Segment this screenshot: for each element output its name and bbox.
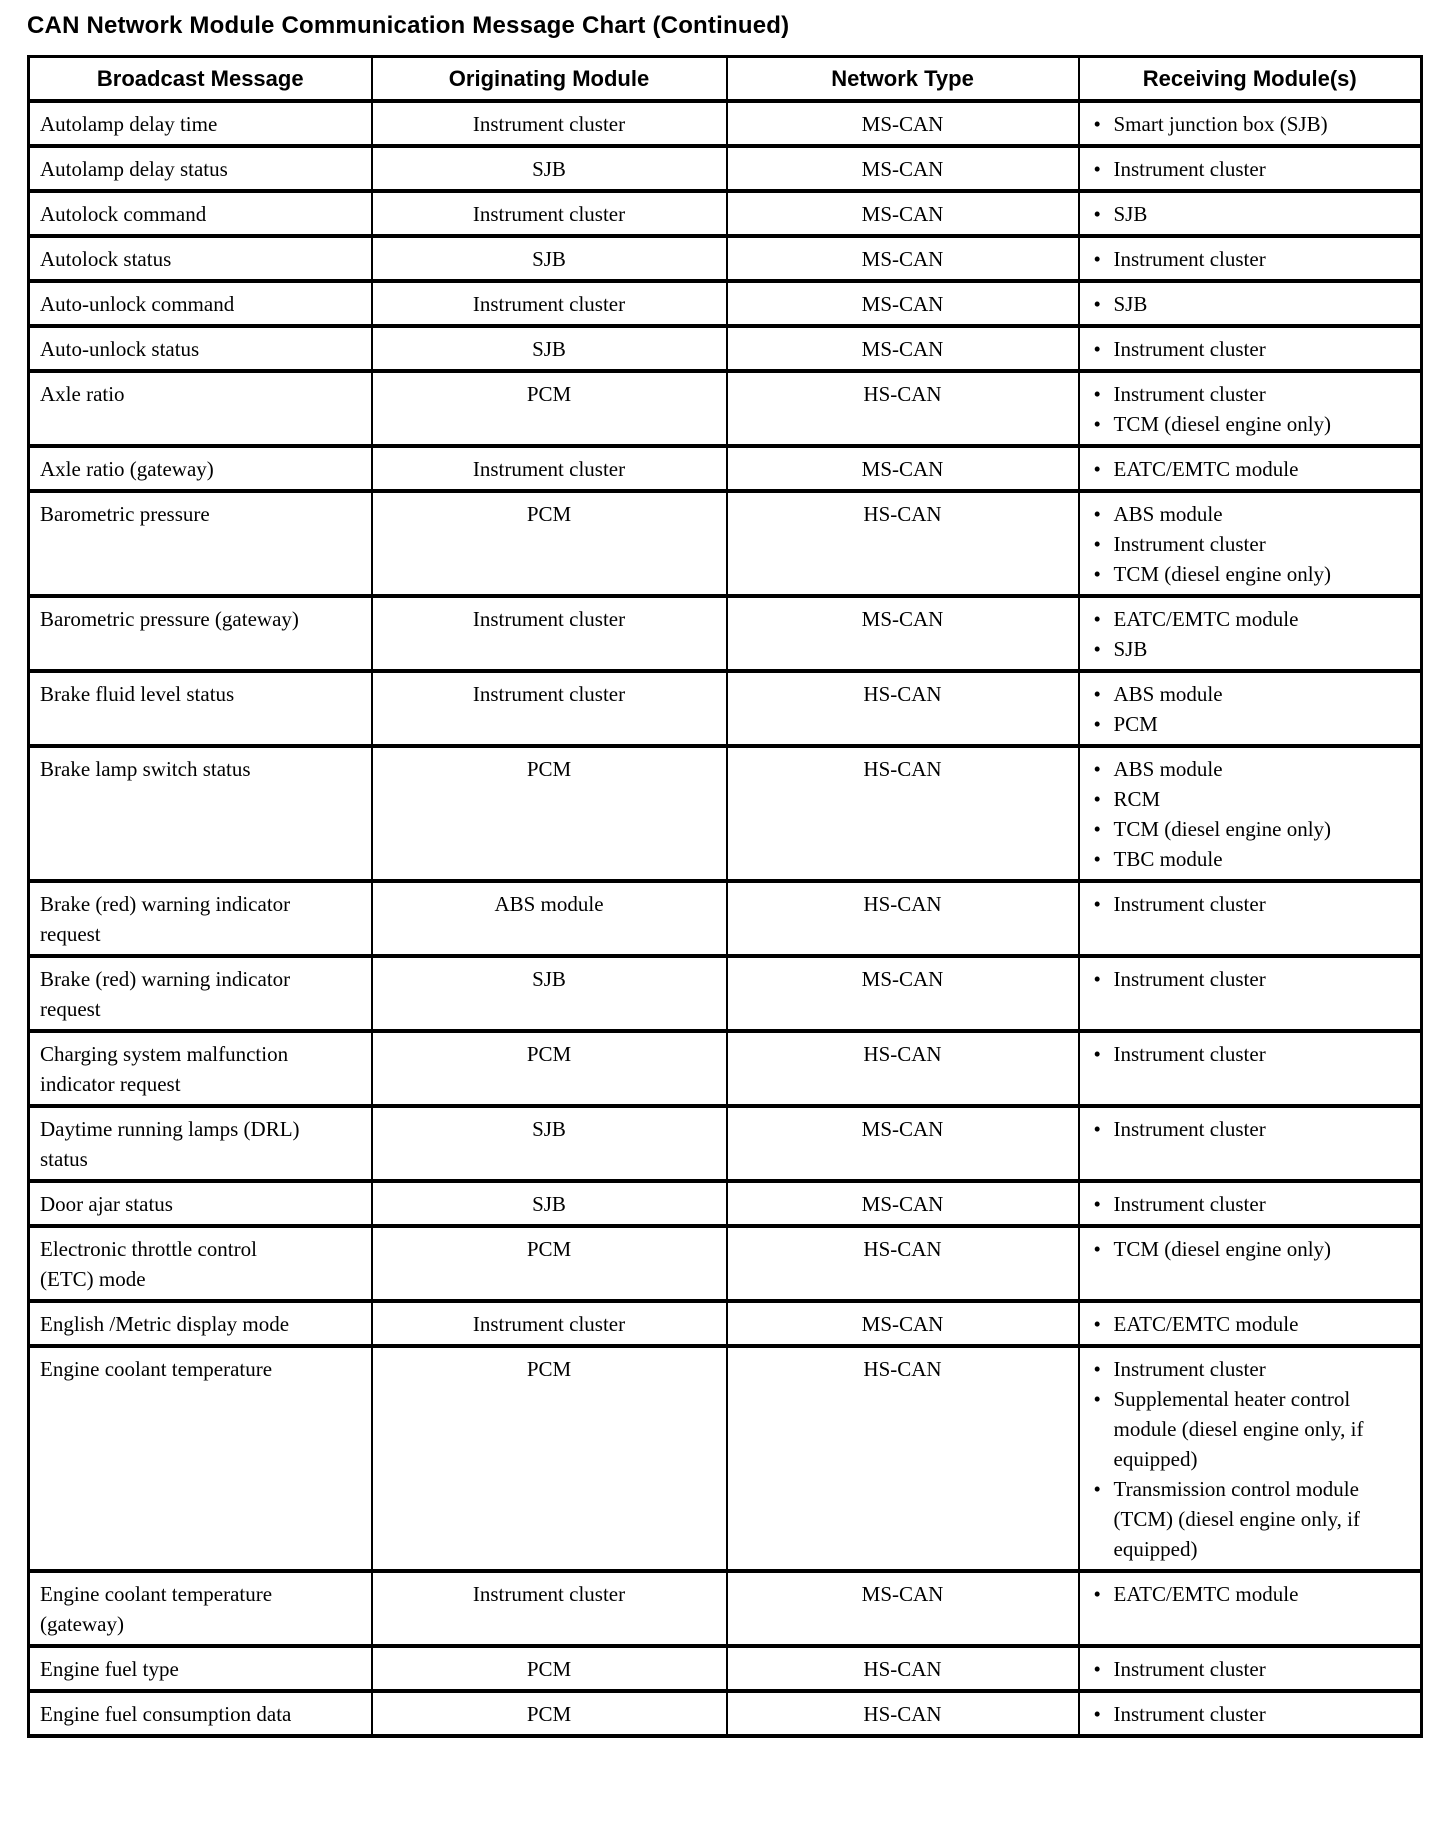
broadcast-message-text: Brake (red) warning indicator request	[40, 967, 291, 1021]
cell-receiving-modules	[1079, 101, 1422, 146]
receiving-module-item: • Instrument cluster	[1092, 1039, 1374, 1069]
cell-network-type: MS-CAN	[727, 1181, 1079, 1226]
receiving-module-item: • Instrument cluster	[1092, 244, 1374, 274]
table-row	[29, 1181, 1422, 1226]
receiving-modules-list	[1092, 679, 1415, 739]
cell-broadcast-message	[29, 281, 372, 326]
receiving-module-item: • RCM	[1092, 784, 1374, 814]
receiving-module-item: • Instrument cluster	[1092, 964, 1374, 994]
table-row	[29, 671, 1422, 746]
cell-originating-module: ABS module	[372, 881, 727, 956]
cell-broadcast-message	[29, 236, 372, 281]
cell-network-type: HS-CAN	[727, 746, 1079, 881]
cell-receiving-modules	[1079, 191, 1422, 236]
broadcast-message-text: Engine fuel type	[40, 1657, 179, 1681]
receiving-modules-list	[1092, 199, 1415, 229]
table-row	[29, 1346, 1422, 1571]
table-row	[29, 101, 1422, 146]
broadcast-message-text: Auto-unlock status	[40, 337, 200, 361]
receiving-modules-list	[1092, 244, 1415, 274]
cell-originating-module: Instrument cluster	[372, 281, 727, 326]
cell-broadcast-message	[29, 326, 372, 371]
cell-broadcast-message	[29, 1691, 372, 1736]
receiving-module-item: • PCM	[1092, 709, 1374, 739]
table-row	[29, 371, 1422, 446]
receiving-module-item: • Instrument cluster	[1092, 1654, 1374, 1684]
cell-originating-module: Instrument cluster	[372, 446, 727, 491]
broadcast-message-text: Engine coolant temperature (gateway)	[40, 1582, 273, 1636]
cell-receiving-modules	[1079, 446, 1422, 491]
cell-broadcast-message	[29, 491, 372, 596]
table-row	[29, 1226, 1422, 1301]
cell-broadcast-message	[29, 101, 372, 146]
cell-network-type: MS-CAN	[727, 446, 1079, 491]
cell-network-type: MS-CAN	[727, 956, 1079, 1031]
cell-broadcast-message	[29, 881, 372, 956]
broadcast-message-text: Auto-unlock command	[40, 292, 235, 316]
cell-receiving-modules	[1079, 281, 1422, 326]
table-row	[29, 446, 1422, 491]
cell-network-type: HS-CAN	[727, 1031, 1079, 1106]
cell-receiving-modules	[1079, 1106, 1422, 1181]
cell-receiving-modules	[1079, 1691, 1422, 1736]
table-row	[29, 326, 1422, 371]
cell-broadcast-message	[29, 1226, 372, 1301]
receiving-modules-list	[1092, 334, 1415, 364]
receiving-module-item: • ABS module	[1092, 754, 1374, 784]
receiving-module-item: • SJB	[1092, 199, 1374, 229]
receiving-modules-list	[1092, 964, 1415, 994]
cell-broadcast-message	[29, 1181, 372, 1226]
cell-originating-module: Instrument cluster	[372, 596, 727, 671]
cell-broadcast-message	[29, 1646, 372, 1691]
cell-broadcast-message	[29, 956, 372, 1031]
table-row	[29, 1031, 1422, 1106]
receiving-modules-list	[1092, 1699, 1415, 1729]
broadcast-message-text: Autolamp delay status	[40, 157, 228, 181]
cell-network-type: HS-CAN	[727, 1646, 1079, 1691]
receiving-modules-list	[1092, 379, 1415, 439]
cell-network-type: HS-CAN	[727, 881, 1079, 956]
receiving-modules-list	[1092, 454, 1415, 484]
table-row	[29, 191, 1422, 236]
cell-network-type: MS-CAN	[727, 101, 1079, 146]
broadcast-message-text: Autolamp delay time	[40, 112, 218, 136]
page-title: CAN Network Module Communication Message Chart (Continued)	[27, 12, 790, 39]
table-row	[29, 596, 1422, 671]
cell-network-type: HS-CAN	[727, 371, 1079, 446]
table-row	[29, 1106, 1422, 1181]
column-header-originating-module: Originating Module	[372, 57, 727, 102]
cell-receiving-modules	[1079, 596, 1422, 671]
broadcast-message-text: Barometric pressure	[40, 502, 210, 526]
receiving-module-item: • EATC/EMTC module	[1092, 1579, 1374, 1609]
broadcast-message-text: English /Metric display mode	[40, 1312, 290, 1336]
receiving-module-item: • Supplemental heater control module (diesel engine only, if equipped)	[1092, 1384, 1374, 1474]
receiving-module-item: • SJB	[1092, 289, 1374, 319]
broadcast-message-text: Door ajar status	[40, 1192, 173, 1216]
receiving-modules-list	[1092, 604, 1415, 664]
header-row	[29, 57, 1422, 102]
cell-originating-module: PCM	[372, 1031, 727, 1106]
broadcast-message-text: Charging system malfunction indicator request	[40, 1042, 289, 1096]
receiving-module-item: • Instrument cluster	[1092, 1114, 1374, 1144]
cell-receiving-modules	[1079, 236, 1422, 281]
cell-originating-module: Instrument cluster	[372, 1571, 727, 1646]
cell-originating-module: PCM	[372, 491, 727, 596]
cell-receiving-modules	[1079, 1346, 1422, 1571]
receiving-module-item: • Instrument cluster	[1092, 1699, 1374, 1729]
receiving-module-item: • EATC/EMTC module	[1092, 1309, 1374, 1339]
can-message-table	[27, 55, 1423, 1738]
receiving-module-item: • TCM (diesel engine only)	[1092, 409, 1374, 439]
table-row	[29, 1691, 1422, 1736]
cell-receiving-modules	[1079, 1646, 1422, 1691]
receiving-module-item: • Instrument cluster	[1092, 154, 1374, 184]
table-row	[29, 281, 1422, 326]
cell-network-type: MS-CAN	[727, 281, 1079, 326]
cell-broadcast-message	[29, 1301, 372, 1346]
receiving-modules-list	[1092, 1654, 1415, 1684]
table-row	[29, 956, 1422, 1031]
receiving-module-item: • Instrument cluster	[1092, 1189, 1374, 1219]
receiving-module-item: • Instrument cluster	[1092, 889, 1374, 919]
receiving-modules-list	[1092, 289, 1415, 319]
cell-broadcast-message	[29, 146, 372, 191]
receiving-module-item: • SJB	[1092, 634, 1374, 664]
cell-broadcast-message	[29, 1571, 372, 1646]
cell-network-type: MS-CAN	[727, 1106, 1079, 1181]
cell-broadcast-message	[29, 1031, 372, 1106]
cell-receiving-modules	[1079, 1301, 1422, 1346]
cell-network-type: HS-CAN	[727, 1691, 1079, 1736]
receiving-modules-list	[1092, 499, 1415, 589]
cell-originating-module: PCM	[372, 746, 727, 881]
cell-originating-module: PCM	[372, 371, 727, 446]
broadcast-message-text: Axle ratio (gateway)	[40, 457, 214, 481]
cell-receiving-modules	[1079, 881, 1422, 956]
table-row	[29, 1571, 1422, 1646]
table-row	[29, 1301, 1422, 1346]
cell-originating-module: PCM	[372, 1691, 727, 1736]
cell-network-type: MS-CAN	[727, 191, 1079, 236]
receiving-modules-list	[1092, 109, 1415, 139]
receiving-module-item: • ABS module	[1092, 499, 1374, 529]
cell-broadcast-message	[29, 671, 372, 746]
cell-receiving-modules	[1079, 491, 1422, 596]
receiving-module-item: • Instrument cluster	[1092, 334, 1374, 364]
receiving-modules-list	[1092, 1189, 1415, 1219]
cell-originating-module: Instrument cluster	[372, 191, 727, 236]
cell-broadcast-message	[29, 371, 372, 446]
broadcast-message-text: Engine coolant temperature	[40, 1357, 273, 1381]
table-row	[29, 236, 1422, 281]
receiving-module-item: • TBC module	[1092, 844, 1374, 874]
receiving-module-item: • TCM (diesel engine only)	[1092, 1234, 1374, 1264]
cell-network-type: MS-CAN	[727, 596, 1079, 671]
cell-originating-module: Instrument cluster	[372, 101, 727, 146]
cell-receiving-modules	[1079, 956, 1422, 1031]
cell-originating-module: Instrument cluster	[372, 671, 727, 746]
cell-network-type: MS-CAN	[727, 1301, 1079, 1346]
broadcast-message-text: Brake lamp switch status	[40, 757, 251, 781]
cell-network-type: MS-CAN	[727, 146, 1079, 191]
cell-originating-module: SJB	[372, 956, 727, 1031]
receiving-modules-list	[1092, 1039, 1415, 1069]
cell-broadcast-message	[29, 746, 372, 881]
cell-originating-module: Instrument cluster	[372, 1301, 727, 1346]
cell-network-type: HS-CAN	[727, 1346, 1079, 1571]
column-header-network-type: Network Type	[727, 57, 1079, 102]
cell-receiving-modules	[1079, 746, 1422, 881]
cell-originating-module: PCM	[372, 1346, 727, 1571]
table-row	[29, 146, 1422, 191]
cell-originating-module: SJB	[372, 236, 727, 281]
receiving-modules-list	[1092, 1579, 1415, 1609]
receiving-module-item: • Smart junction box (SJB)	[1092, 109, 1374, 139]
cell-network-type: MS-CAN	[727, 236, 1079, 281]
cell-network-type: HS-CAN	[727, 671, 1079, 746]
table-row	[29, 746, 1422, 881]
cell-network-type: HS-CAN	[727, 491, 1079, 596]
broadcast-message-text: Autolock status	[40, 247, 172, 271]
cell-originating-module: PCM	[372, 1646, 727, 1691]
receiving-module-item: • Instrument cluster	[1092, 529, 1374, 559]
broadcast-message-text: Autolock command	[40, 202, 207, 226]
cell-receiving-modules	[1079, 371, 1422, 446]
cell-network-type: HS-CAN	[727, 1226, 1079, 1301]
table-row	[29, 881, 1422, 956]
receiving-modules-list	[1092, 1234, 1415, 1264]
receiving-module-item: • TCM (diesel engine only)	[1092, 814, 1374, 844]
broadcast-message-text: Daytime running lamps (DRL) status	[40, 1117, 300, 1171]
cell-receiving-modules	[1079, 326, 1422, 371]
cell-receiving-modules	[1079, 146, 1422, 191]
cell-originating-module: PCM	[372, 1226, 727, 1301]
receiving-module-item: • TCM (diesel engine only)	[1092, 559, 1374, 589]
column-header-broadcast-message: Broadcast Message	[29, 57, 372, 102]
broadcast-message-text: Electronic throttle control (ETC) mode	[40, 1237, 257, 1291]
receiving-module-item: • Transmission control module (TCM) (diesel engine only, if equipped)	[1092, 1474, 1374, 1564]
broadcast-message-text: Brake (red) warning indicator request	[40, 892, 291, 946]
receiving-module-item: • EATC/EMTC module	[1092, 604, 1374, 634]
receiving-module-item: • ABS module	[1092, 679, 1374, 709]
column-header-receiving-modules: Receiving Module(s)	[1079, 57, 1422, 102]
cell-broadcast-message	[29, 446, 372, 491]
receiving-module-item: • Instrument cluster	[1092, 379, 1374, 409]
receiving-module-item: • EATC/EMTC module	[1092, 454, 1374, 484]
receiving-modules-list	[1092, 754, 1415, 874]
cell-broadcast-message	[29, 1106, 372, 1181]
cell-originating-module: SJB	[372, 326, 727, 371]
cell-receiving-modules	[1079, 1571, 1422, 1646]
broadcast-message-text: Axle ratio	[40, 382, 125, 406]
table-row	[29, 1646, 1422, 1691]
cell-receiving-modules	[1079, 1226, 1422, 1301]
cell-broadcast-message	[29, 1346, 372, 1571]
broadcast-message-text: Barometric pressure (gateway)	[40, 607, 299, 631]
cell-network-type: MS-CAN	[727, 326, 1079, 371]
receiving-modules-list	[1092, 154, 1415, 184]
receiving-module-item: • Instrument cluster	[1092, 1354, 1374, 1384]
manual-page	[27, 12, 1456, 1738]
cell-receiving-modules	[1079, 1031, 1422, 1106]
broadcast-message-text: Engine fuel consumption data	[40, 1702, 292, 1726]
cell-originating-module: SJB	[372, 1181, 727, 1226]
cell-network-type: MS-CAN	[727, 1571, 1079, 1646]
receiving-modules-list	[1092, 1114, 1415, 1144]
cell-broadcast-message	[29, 596, 372, 671]
broadcast-message-text: Brake fluid level status	[40, 682, 235, 706]
receiving-modules-list	[1092, 1354, 1415, 1564]
cell-receiving-modules	[1079, 671, 1422, 746]
receiving-modules-list	[1092, 889, 1415, 919]
table-row	[29, 491, 1422, 596]
cell-originating-module: SJB	[372, 146, 727, 191]
receiving-modules-list	[1092, 1309, 1415, 1339]
cell-originating-module: SJB	[372, 1106, 727, 1181]
cell-broadcast-message	[29, 191, 372, 236]
cell-receiving-modules	[1079, 1181, 1422, 1226]
